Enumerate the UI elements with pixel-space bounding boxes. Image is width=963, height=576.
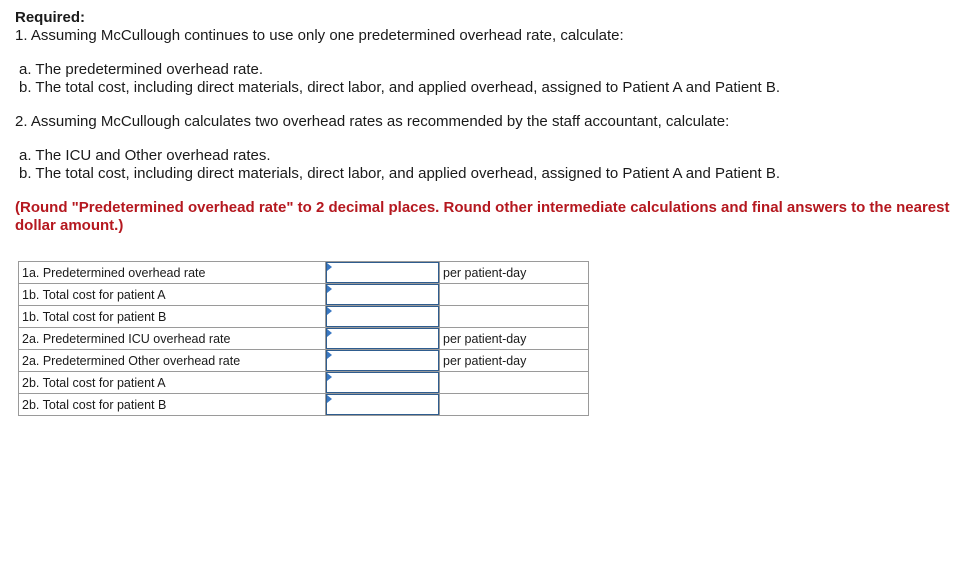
answer-table — [18, 261, 589, 416]
table-row — [19, 372, 589, 394]
rounding-note: (Round "Predetermined overhead rate" to 2 decimal places. Round other intermediate calculations and final answers to the nearest dollar amount.) — [15, 199, 950, 234]
row-unit — [440, 284, 589, 306]
row-label: 2b. Total cost for patient B — [19, 394, 326, 416]
table-row — [19, 328, 589, 350]
row-label: 1b. Total cost for patient A — [19, 284, 326, 306]
table-row — [19, 394, 589, 416]
question-1b: b. The total cost, including direct materials, direct labor, and applied overhead, assigned to Patient A and Patient B. — [19, 79, 781, 96]
answer-input-2b-patient-b[interactable] — [326, 394, 439, 415]
table-row — [19, 350, 589, 372]
row-unit: per patient-day — [440, 350, 589, 372]
question-2: 2. Assuming McCullough calculates two overhead rates as recommended by the staff accountant, calculate: — [15, 113, 730, 130]
answer-input-1b-patient-a[interactable] — [326, 284, 439, 305]
row-unit: per patient-day — [440, 262, 589, 284]
row-unit — [440, 372, 589, 394]
question-2a: a. The ICU and Other overhead rates. — [19, 147, 271, 164]
question-1: 1. Assuming McCullough continues to use only one predetermined overhead rate, calculate: — [15, 27, 624, 44]
answer-input-2a-other-rate[interactable] — [326, 350, 439, 371]
answer-input-2a-icu-rate[interactable] — [326, 328, 439, 349]
row-label: 2a. Predetermined Other overhead rate — [19, 350, 326, 372]
row-label: 2a. Predetermined ICU overhead rate — [19, 328, 326, 350]
required-heading: Required: — [15, 9, 86, 26]
instructions — [15, 9, 950, 235]
question-2b: b. The total cost, including direct materials, direct labor, and applied overhead, assigned to Patient A and Patient B. — [19, 165, 781, 182]
row-label: 2b. Total cost for patient A — [19, 372, 326, 394]
question-1a: a. The predetermined overhead rate. — [19, 61, 264, 78]
row-label: 1a. Predetermined overhead rate — [19, 262, 326, 284]
row-unit: per patient-day — [440, 328, 589, 350]
row-label: 1b. Total cost for patient B — [19, 306, 326, 328]
table-row — [19, 306, 589, 328]
answer-input-2b-patient-a[interactable] — [326, 372, 439, 393]
answer-input-1b-patient-b[interactable] — [326, 306, 439, 327]
row-unit — [440, 306, 589, 328]
table-row — [19, 262, 589, 284]
answer-input-1a-overhead-rate[interactable] — [326, 262, 439, 283]
table-row — [19, 284, 589, 306]
row-unit — [440, 394, 589, 416]
